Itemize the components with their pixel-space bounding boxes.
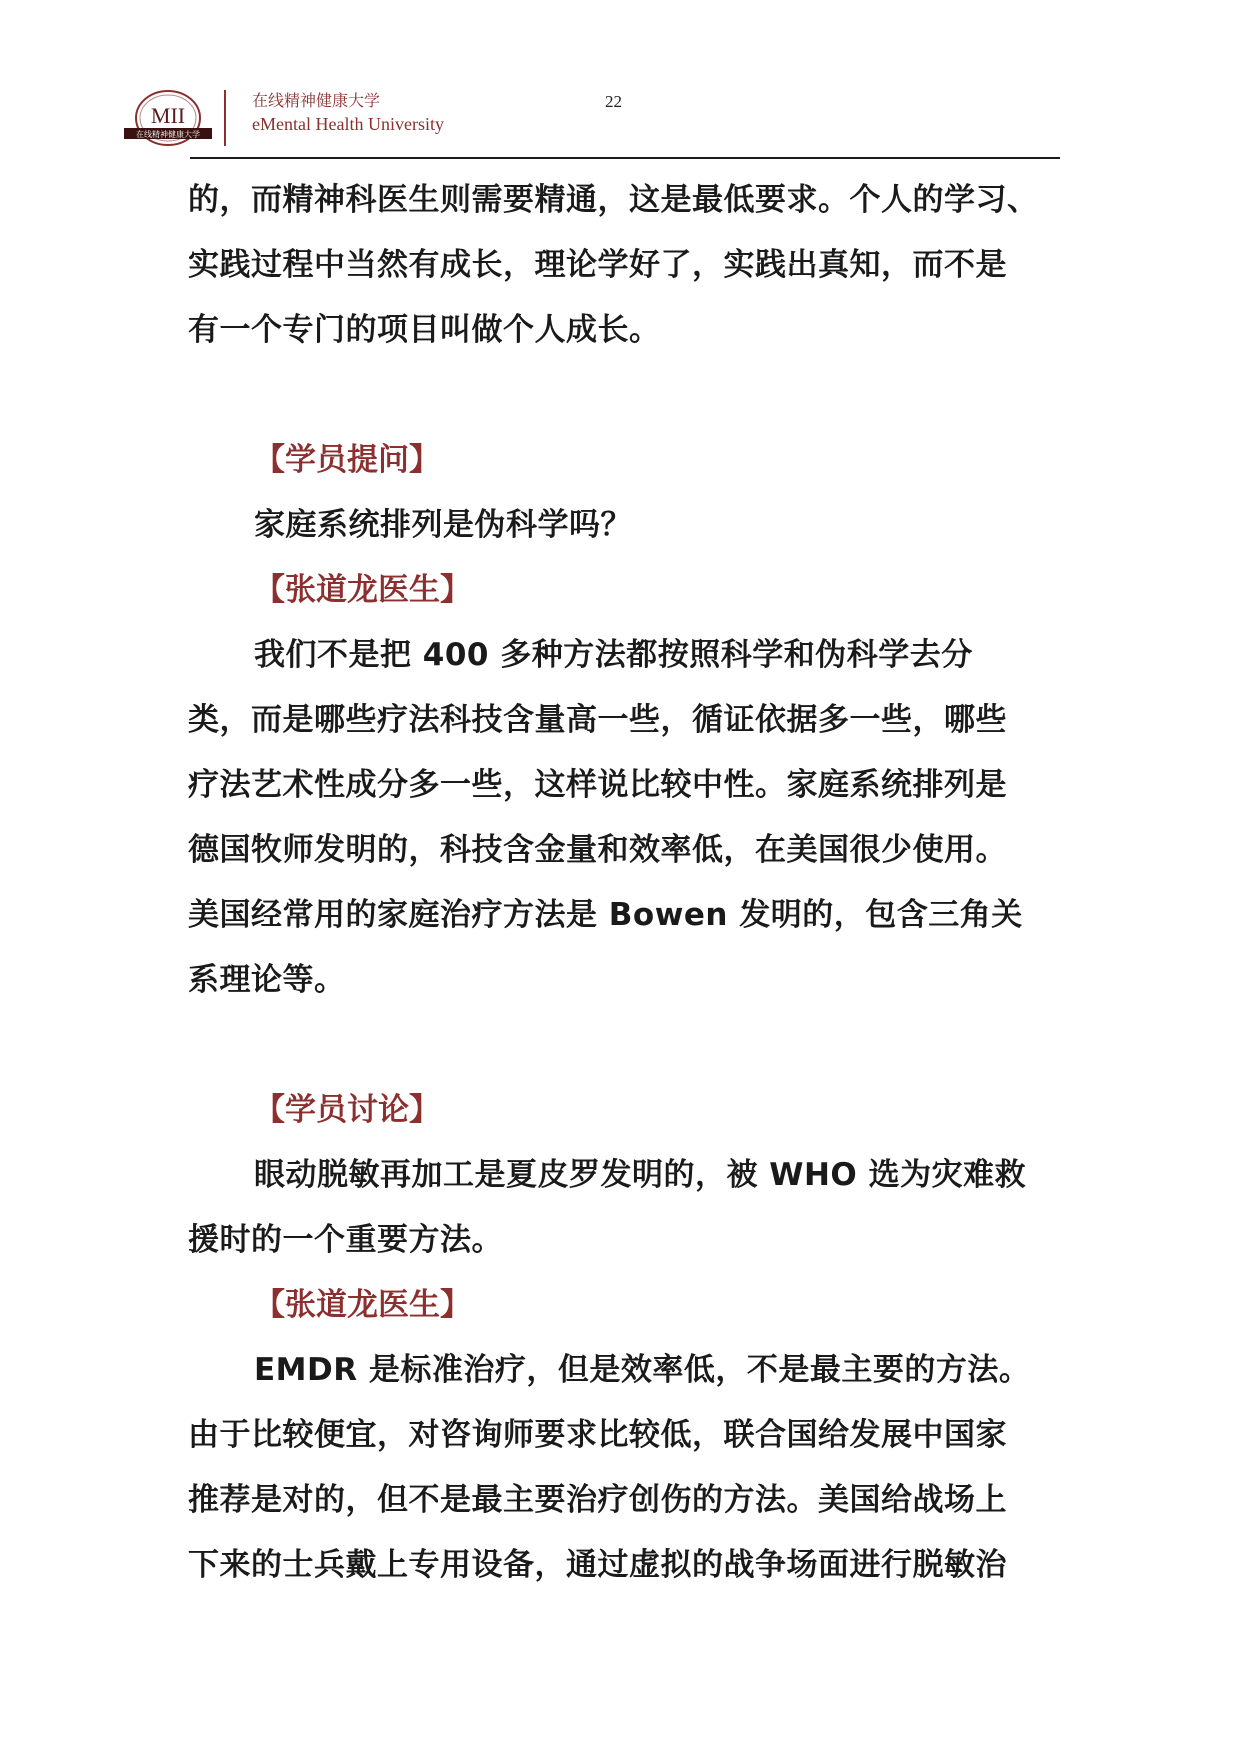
section-gap	[188, 363, 1060, 428]
doctor-answer-line: 类，而是哪些疗法科技含量高一些，循证依据多一些，哪些	[188, 702, 1007, 738]
student-question-text: 家庭系统排列是伪科学吗？	[254, 507, 632, 543]
doctor-answer-line: 我们不是把 400 多种方法都按照科学和伪科学去分	[254, 637, 973, 673]
doctor-answer-line: 推荐是对的，但不是最主要治疗创伤的方法。美国给战场上	[188, 1482, 1007, 1518]
doctor-answer-line: 系理论等。	[188, 962, 346, 998]
section-gap	[188, 1013, 1060, 1078]
student-discussion-label: 【学员讨论】	[254, 1092, 440, 1128]
intro-line: 的，而精神科医生则需要精通，这是最低要求。个人的学习、	[188, 182, 1039, 218]
header-rule	[190, 157, 1060, 159]
section-student-question	[188, 428, 1060, 1013]
section-student-discussion	[188, 1078, 1060, 1598]
header-title-en: eMental Health University	[252, 114, 444, 134]
doctor-answer-line: 美国经常用的家庭治疗方法是 Bowen 发明的，包含三角关	[188, 897, 1023, 933]
doctor-answer-line: 下来的士兵戴上专用设备，通过虚拟的战争场面进行脱敏治	[188, 1547, 1007, 1583]
doctor-answer-line: 疗法艺术性成分多一些，这样说比较中性。家庭系统排列是	[188, 767, 1007, 803]
mii-logo	[122, 88, 214, 150]
logo-subtext: 在线精神健康大学	[136, 130, 200, 139]
student-discussion-line: 眼动脱敏再加工是夏皮罗发明的，被 WHO 选为灾难救	[254, 1157, 1027, 1193]
doctor-answer-line: 由于比较便宜，对咨询师要求比较低，联合国给发展中国家	[188, 1417, 1007, 1453]
logo-letters: MII	[150, 103, 186, 128]
student-question-label: 【学员提问】	[254, 442, 440, 478]
intro-line: 有一个专门的项目叫做个人成长。	[188, 312, 661, 348]
intro-line: 实践过程中当然有成长，理论学好了，实践出真知，而不是	[188, 247, 1007, 283]
header-title-cn: 在线精神健康大学	[252, 91, 381, 110]
doctor-answer-label: 【张道龙医生】	[254, 1287, 471, 1323]
page-number: 22	[605, 92, 622, 111]
page-header	[120, 80, 1060, 155]
intro-paragraph	[188, 168, 1060, 363]
doctor-answer-line: EMDR 是标准治疗，但是效率低，不是最主要的方法。	[254, 1352, 1031, 1388]
page-content	[188, 168, 1060, 1598]
student-discussion-line: 援时的一个重要方法。	[188, 1222, 503, 1258]
doctor-answer-label: 【张道龙医生】	[254, 572, 471, 608]
header-divider	[224, 90, 226, 146]
doctor-answer-line: 德国牧师发明的，科技含金量和效率低，在美国很少使用。	[188, 832, 1007, 868]
